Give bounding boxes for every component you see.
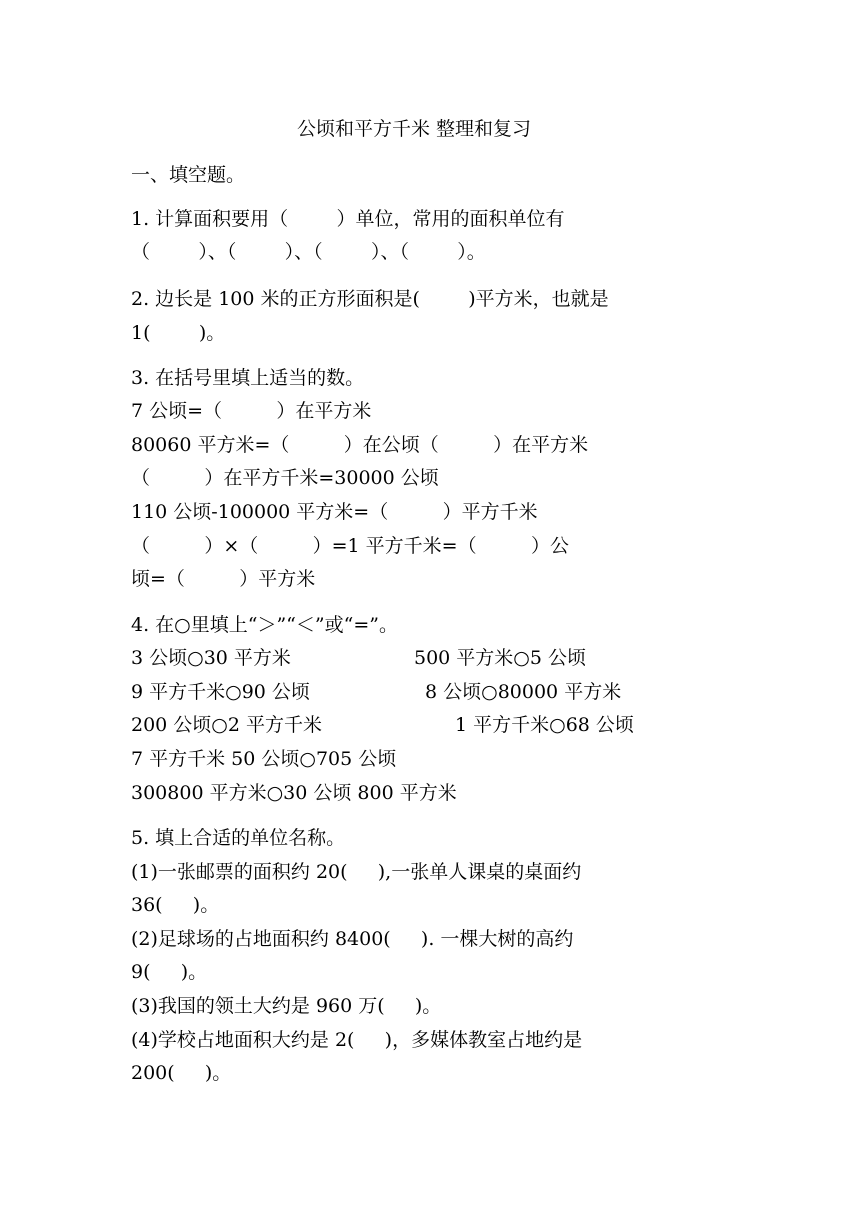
q4-row1-left: 3 公顷○30 平方米 — [131, 647, 291, 669]
q3-line3: 80060 平方米=（ ）在公顷（ ）在平方米 — [131, 434, 589, 456]
q3-line4: （ ）在平方千米=30000 公顷 — [131, 467, 439, 489]
q4-row5: 300800 平方米○30 公顷 800 平方米 — [131, 782, 457, 804]
q3-line7: 顷=（ ）平方米 — [131, 568, 316, 590]
q4-row2-right: 8 公顷○80000 平方米 — [425, 681, 622, 703]
q4-row1-right: 500 平方米○5 公顷 — [414, 647, 587, 669]
q5-line8: 200( )。 — [131, 1062, 232, 1084]
q3-line6: （ ）×（ ）=1 平方千米=（ ）公 — [131, 535, 569, 557]
page-title: 公顷和平方千米 整理和复习 — [297, 118, 532, 140]
q4-row4: 7 平方千米 50 公顷○705 公顷 — [131, 748, 397, 770]
q2-line2: 1( )。 — [131, 322, 226, 344]
q1-line1: 1. 计算面积要用（ ）单位，常用的面积单位有 — [131, 208, 565, 230]
section-heading: 一、填空题。 — [131, 164, 246, 186]
q4-row3-right: 1 平方千米○68 公顷 — [455, 714, 634, 736]
q5-line4: (2)足球场的占地面积约 8400( ). 一棵大树的高约 — [131, 928, 574, 950]
q5-line2: (1)一张邮票的面积约 20( ),一张单人课桌的桌面约 — [131, 861, 582, 883]
q1-line2: （ ）、（ ）、（ ）、（ ）。 — [131, 241, 486, 263]
q5-line7: (4)学校占地面积大约是 2( )，多媒体教室占地约是 — [131, 1029, 583, 1051]
q5-line1: 5. 填上合适的单位名称。 — [131, 827, 346, 849]
q3-line5: 110 公顷-100000 平方米=（ ）平方千米 — [131, 501, 538, 523]
q5-line6: (3)我国的领土大约是 960 万( )。 — [131, 995, 442, 1017]
q5-line3: 36( )。 — [131, 894, 220, 916]
q3-line1: 3. 在括号里填上适当的数。 — [131, 367, 365, 389]
q5-line5: 9( )。 — [131, 961, 208, 983]
q3-line2: 7 公顷=（ ）在平方米 — [131, 400, 372, 422]
q4-row2-left: 9 平方千米○90 公顷 — [131, 681, 310, 703]
q4-line1: 4. 在○里填上“＞”“＜”或“=”。 — [131, 614, 398, 636]
q2-line1: 2. 边长是 100 米的正方形面积是( )平方米，也就是 — [131, 288, 609, 310]
q4-row3-left: 200 公顷○2 平方千米 — [131, 714, 323, 736]
